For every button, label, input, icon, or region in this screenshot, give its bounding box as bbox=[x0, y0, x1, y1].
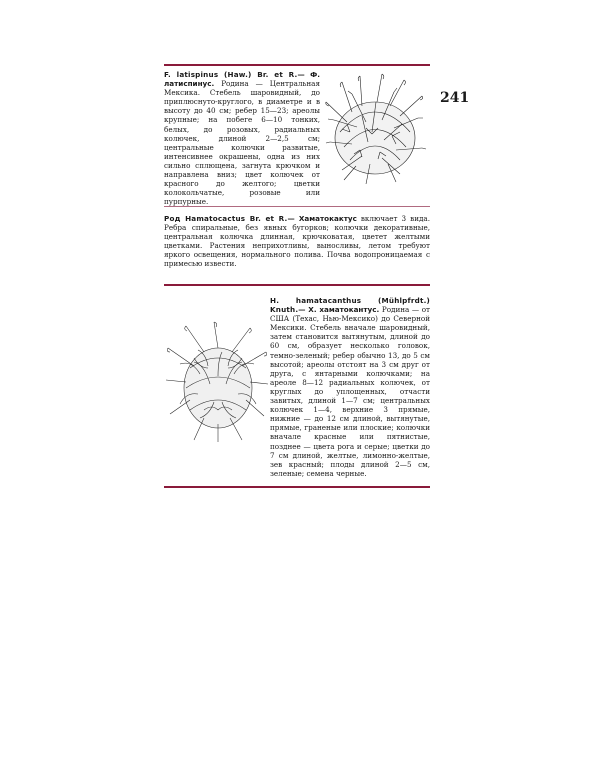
entry-russian-name: Хаматокактус bbox=[298, 214, 357, 223]
entry-latispinus bbox=[164, 70, 320, 206]
entry-latin-name: F. latispinus (Haw.) Br. et R.— bbox=[164, 70, 305, 79]
entry-description: Родина — Центральная Мексика. Стебель шаровидный, до приплюснуто-круглого, в диаметре и в высоту до 40 см; ребер 15—23; ареолы крупные; на побеге 6—10 тонких, белых, до розовых, радиальных колючек, длиной 2—2,5 см; центральные колючки развитые, интенсивнее окрашены, одна из них сильно сплющена, загнута крючком и направлена вниз; цвет колючек от красного до желтого; цветки колокольчатые, розовые или пурпурные. bbox=[164, 79, 320, 207]
top-rule bbox=[164, 64, 430, 66]
entry-latin-name: H. hamatacanthus (Mühlpfrdt.) Knuth.— bbox=[270, 296, 430, 315]
entry-russian-name: Х. хаматокантус. bbox=[308, 305, 380, 315]
cactus-hamatacanthus-illustration bbox=[164, 318, 268, 444]
bottom-rule bbox=[164, 486, 430, 488]
page-number: 241 bbox=[440, 90, 470, 106]
entry-hamatacanthus bbox=[270, 296, 430, 478]
section-rule-2 bbox=[164, 284, 430, 286]
entry-description: Родина — от США (Техас, Нью-Мексико) до Северной Мексики. Стебель вначале шаровидный, затем становится вытянутым, длиной до 60 см, образует несколько головок, темно-зеленый; ребер обычно 13, до 5 см высотой; ареолы отстоят на 3 см друг от друга, с янтарными колючками; на ареоле 8—12 радиальных колючек, от круглых до уплощенных, отчасти завитых, длиной 1—7 см; центральных колючек 1—4, верхние 3 прямые, нижние — до 12 см длиной, вытянутые, прямые, граненые или плоские; колючки вначале красные или пятнистые, позднее — цвета рога и серые; цветки до 7 см длиной, желтые, лимонно-желтые, зев красный; плоды длиной 2—5 см, зеленые; семена черные. bbox=[270, 305, 430, 478]
entry-russian-name: Ф. латиспинус. bbox=[164, 70, 320, 89]
section-rule-1 bbox=[164, 206, 430, 207]
entry-genus-hamatocactus bbox=[164, 214, 430, 269]
entry-description: включает 3 вида. Ребра спиральные, без явных бугорков; колючки декоративные, центральная колючка длинная, крючковатая, цветет желтыми цветками. Растения неприхотливы, выносливы, летом требуют яркого освещения, нормального полива. Почва водопроницаемая с примесью извести. bbox=[164, 214, 430, 269]
cactus-latispinus-illustration bbox=[322, 72, 428, 190]
entry-latin-name: Род Hamatocactus Br. et R.— bbox=[164, 214, 295, 223]
